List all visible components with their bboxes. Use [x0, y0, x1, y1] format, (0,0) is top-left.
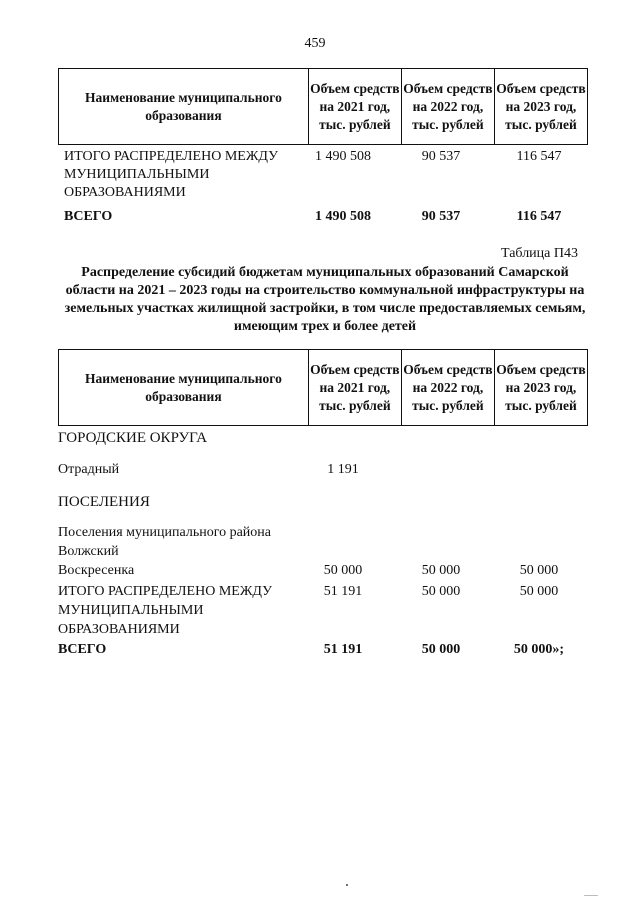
table1-grand-2022: 90 537: [421, 209, 461, 224]
table1-header-2023: Объем средств на 2023 год, тыс. рублей: [494, 69, 587, 145]
table2-total-label: ИТОГО РАСПРЕДЕЛЕНО МЕЖДУ МУНИЦИПАЛЬНЫМИ ОБРАЗОВАНИЯМИ: [58, 584, 272, 637]
table1-grand-2023: 116 547: [516, 209, 562, 224]
table2-header-name: Наименование муниципального образования: [59, 350, 309, 426]
table1-grand-2021: 1 490 508: [315, 209, 371, 224]
table2-total-2021: 51 191: [323, 584, 363, 599]
page-number: 459: [304, 36, 326, 51]
row-voskresenka-2023: 50 000: [519, 563, 559, 578]
row-voskresenka-2021: 50 000: [323, 563, 363, 578]
table2-header-2023: Объем средств на 2023 год, тыс. рублей: [494, 350, 587, 426]
section-city-districts: ГОРОДСКИЕ ОКРУГА: [58, 430, 208, 446]
table1-header-name: Наименование муниципального образования: [59, 69, 309, 145]
table2-total-2022: 50 000: [421, 584, 461, 599]
row-voskresenka-name: Воскресенка: [58, 563, 135, 578]
table2-grand-2021: 51 191: [323, 642, 363, 657]
table2-header: [58, 349, 588, 426]
table2-grand-label: ВСЕГО: [58, 642, 107, 657]
row-voskresenka-2022: 50 000: [421, 563, 461, 578]
table2-header-2022: Объем средств на 2022 год, тыс. рублей: [401, 350, 494, 426]
table-number: Таблица П43: [501, 246, 578, 261]
table1-total-label: ИТОГО РАСПРЕДЕЛЕНО МЕЖДУ МУНИЦИПАЛЬНЫМИ ОБРАЗОВАНИЯМИ: [64, 149, 278, 200]
table2-grand-2023: 50 000»;: [513, 642, 565, 657]
table1-total-2022: 90 537: [421, 149, 461, 164]
table-title: Распределение субсидий бюджетам муниципальных образований Самарской области на 2021 – 2023 годы на строительство коммунальной инфраструктуры на земельных участках жилищной застройки, в том числе предоставляемых семьям, имеющим трех и более детей: [64, 265, 586, 334]
table1-header: [58, 68, 588, 145]
row-otradny-2021: 1 191: [327, 462, 359, 477]
table2-grand-2022: 50 000: [421, 642, 461, 657]
table1-grand-label: ВСЕГО: [64, 209, 113, 224]
table1-total-2023: 116 547: [516, 149, 562, 164]
scan-speck: [584, 895, 598, 896]
subsection-volzhsky: Поселения муниципального района Волжский: [58, 525, 272, 559]
table2-header-2021: Объем средств на 2021 год, тыс. рублей: [308, 350, 401, 426]
scan-speck: [346, 884, 348, 886]
section-settlements: ПОСЕЛЕНИЯ: [58, 494, 150, 510]
table1-header-2022: Объем средств на 2022 год, тыс. рублей: [401, 69, 494, 145]
row-otradny-name: Отрадный: [58, 462, 120, 477]
table1-header-2021: Объем средств на 2021 год, тыс. рублей: [308, 69, 401, 145]
table1-total-2021: 1 490 508: [315, 149, 371, 164]
table2-total-2023: 50 000: [519, 584, 559, 599]
table1-total-row: [64, 148, 588, 204]
